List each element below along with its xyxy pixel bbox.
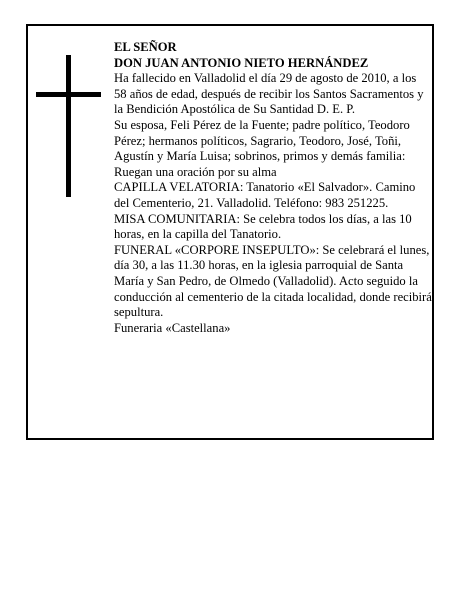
- prayer-request: Ruegan una oración por su alma: [114, 164, 277, 179]
- cross-horizontal-bar: [36, 92, 101, 97]
- cross-vertical-bar: [66, 55, 71, 197]
- community-mass-info: MISA COMUNITARIA: Se celebra todos los días, a las 10 horas, en la capilla del Tanatorio.: [114, 211, 412, 242]
- obituary-notice: [26, 24, 434, 440]
- family-list: Su esposa, Feli Pérez de la Fuente; padre político, Teodoro Pérez; hermanos políticos, Sagrario, Teodoro, José, Toñi, Agustín y María Luisa; sobrinos, primos y demás familia:: [114, 117, 410, 164]
- deceased-name: DON JUAN ANTONIO NIETO HERNÁNDEZ: [114, 55, 369, 70]
- notice-text: [114, 40, 432, 336]
- death-announcement: Ha fallecido en Valladolid el día 29 de agosto de 2010, a los 58 años de edad, después de recibir los Santos Sacramentos y la Bendición Apostólica de Su Santidad D. E. P.: [114, 71, 424, 117]
- funeral-home: Funeraria «Castellana»: [114, 320, 231, 335]
- funeral-info: FUNERAL «CORPORE INSEPULTO»: Se celebrará el lunes, día 30, a las 11.30 horas, en la iglesia parroquial de Santa María y San Pedro, de Olmedo (Valladolid). Acto seguido la conducción al cementerio de la citada localidad, donde recibirá sepultura.: [114, 242, 432, 320]
- heading-title: EL SEÑOR: [114, 40, 177, 54]
- wake-chapel-info: CAPILLA VELATORIA: Tanatorio «El Salvador». Camino del Cementerio, 21. Valladolid. Teléfono: 983 251225.: [114, 180, 416, 210]
